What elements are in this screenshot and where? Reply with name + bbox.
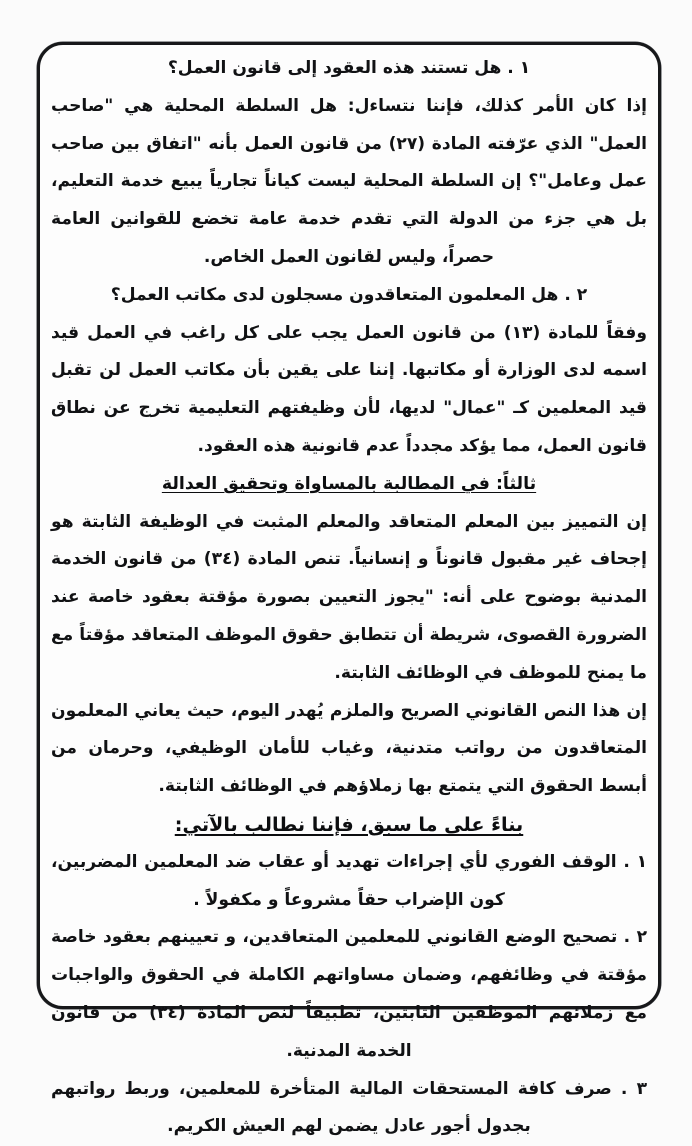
document-content [37, 42, 661, 1137]
demand-item-3: ٣ . صرف كافة المستحقات المالية المتأخرة للمعلمين، وربط رواتبهم بجدول أجور عادل يضمن لهم العيش الكريم. [51, 1078, 647, 1137]
paragraph-3: إن التمييز بين المعلم المتعاقد والمعلم المثبت في الوظيفة الثابتة هو إجحاف غير مقبول قانوناً و إنسانياً. تنص المادة (٣٤) من قانون الخدمة المدنية بوضوح على أنه: "يجوز التعيين بصورة مؤقتة بعقود خاصة عند الضرورة القصوى، شريطة أن تتطابق حقوق الموظف المتعاقد مؤقتاً مع ما يمنح للموظف في الوظائف الثابتة. [51, 511, 648, 683]
demand-item-1: ١ . الوقف الفوري لأي إجراءات تهديد أو عقاب ضد المعلمين المضربين، كون الإضراب حقاً مشروعاً و مكفولاً . [51, 851, 647, 910]
question-1: ١ . هل تستند هذه العقود إلى قانون العمل؟ [167, 58, 531, 78]
demand-item-2: ٢ . تصحيح الوضع القانوني للمعلمين المتعاقدين، و تعيينهم بعقود خاصة مؤقتة في وظائفهم، وضمان مساواتهم الكاملة في الحقوق والواجبات مع زملائهم الموظفين الثابتين، تطبيقاً لنص المادة (٣٤) من قانون الخدمة المدنية. [51, 927, 647, 1061]
question-2: ٢ . هل المعلمون المتعاقدون مسجلون لدى مكاتب العمل؟ [110, 284, 588, 305]
paragraph-1: إذا كان الأمر كذلك، فإننا نتساءل: هل السلطة المحلية هي "صاحب العمل" الذي عرّفته المادة (٢٧) من قانون العمل بأنه "اتفاق بين صاحب عمل وعامل"؟ إن السلطة المحلية ليست كياناً تجارياً يبيع خدمة التعليم، بل هي جزء من الدولة التي تقدم خدمة عامة تخضع للقوانين العامة حصراً، وليس لقانون العمل الخاص. [51, 95, 647, 267]
paragraph-2: وفقاً للمادة (١٣) من قانون العمل يجب على كل راغب في العمل قيد اسمه لدى الوزارة أو مكاتبها. إننا على يقين بأن مكاتب العمل لن تقبل قيد المعلمين كـ "عمال" لديها، لأن وظيفتهم التعليمية تخرج عن نطاق قانون العمل، مما يؤكد مجدداً عدم قانونية هذه العقود. [51, 322, 647, 456]
section-heading-third: ثالثاً: في المطالبة بالمساواة وتحقيق العدالة [161, 473, 537, 494]
paragraph-4: إن هذا النص القانوني الصريح والملزم يُهدر اليوم، حيث يعاني المعلمون المتعاقدون من رواتب متدنية، وغياب للأمان الوظيفي، وحرمان من أبسط الحقوق التي يتمتع بها زملاؤهم في الوظائف الثابتة. [51, 700, 647, 797]
section-heading-demands: بناءً على ما سبق، فإننا نطالب بالآتي: [174, 812, 524, 836]
